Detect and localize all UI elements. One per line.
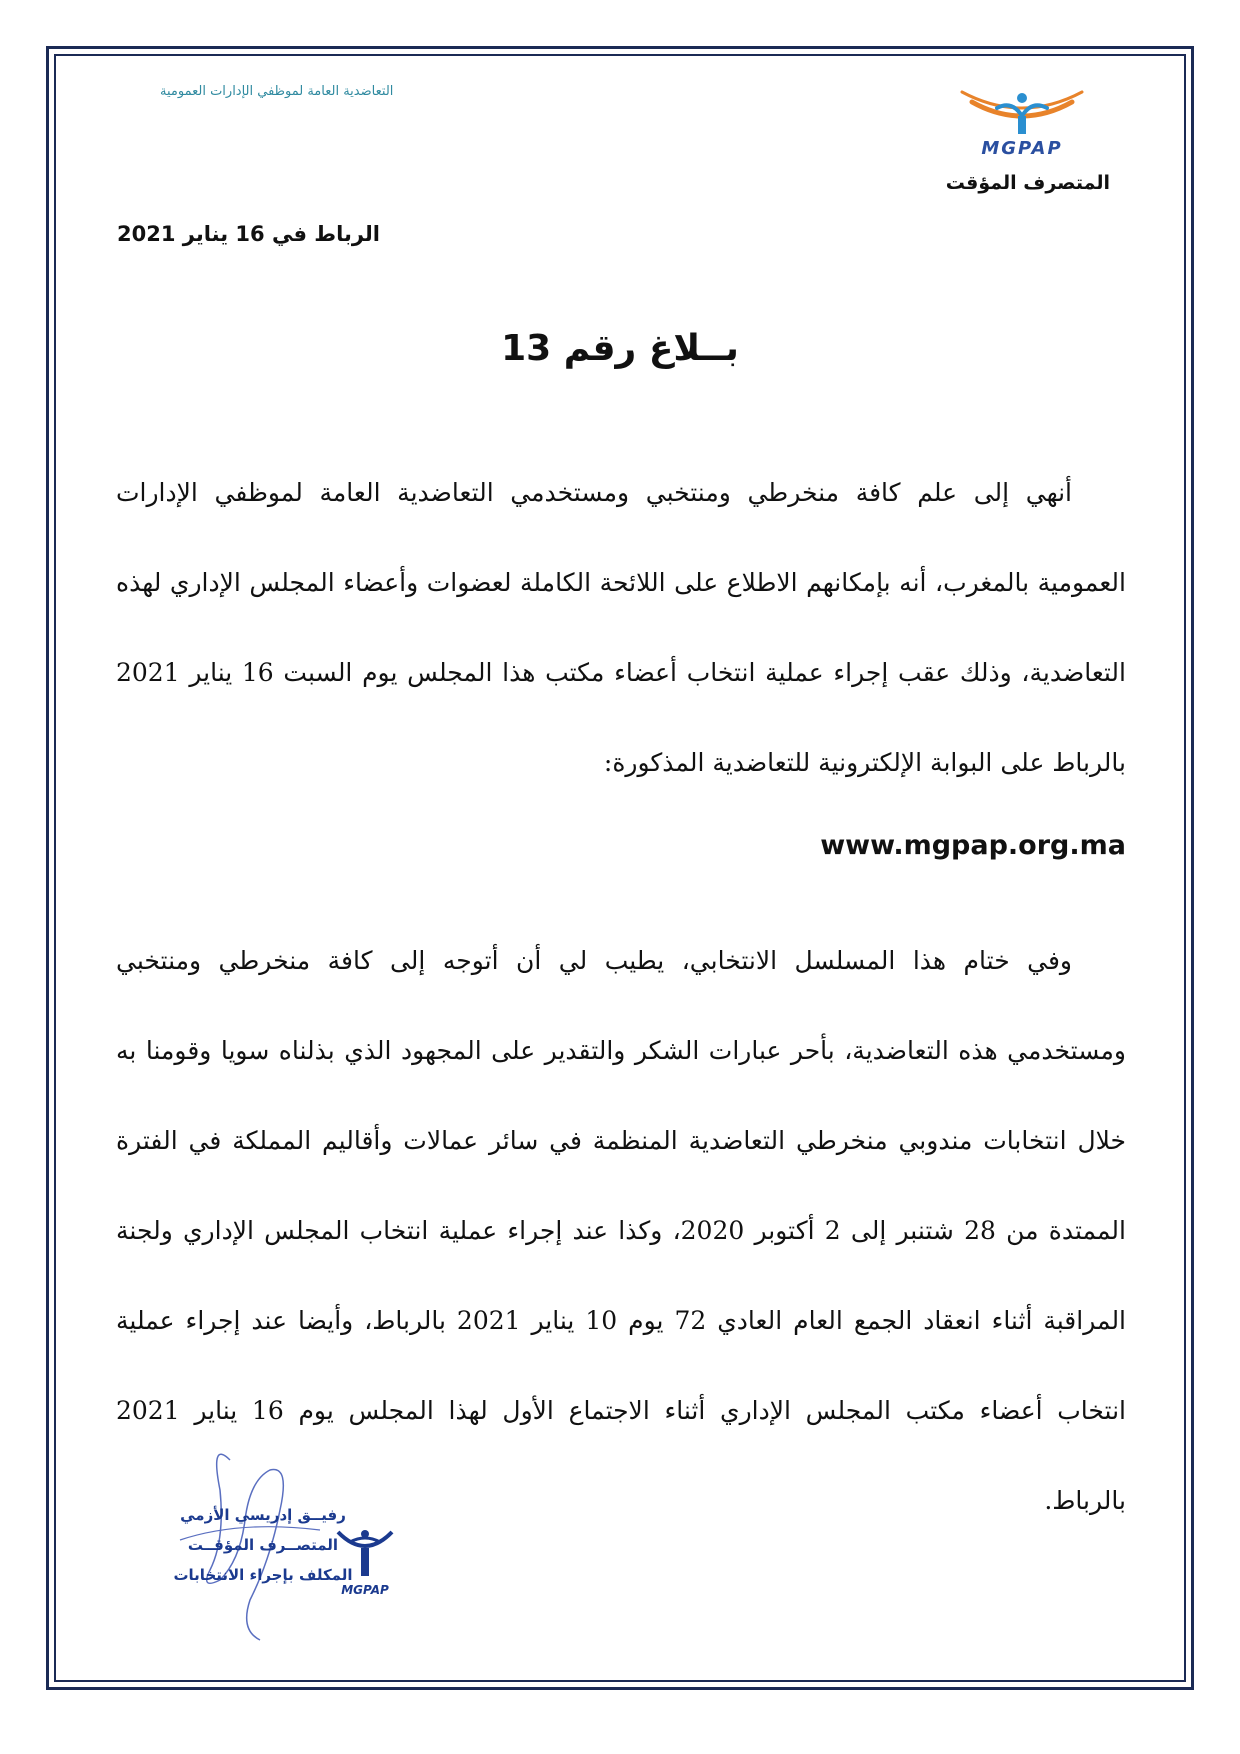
administrator-title: المتصرف المؤقت bbox=[945, 172, 1110, 194]
stamp-logo-icon bbox=[330, 1520, 400, 1600]
signatory-role: المتصــرف المؤقــت bbox=[187, 1536, 339, 1554]
communique-title: بــلاغ رقم 13 bbox=[501, 328, 739, 369]
stamp-logo-text: MGPAP bbox=[341, 1583, 389, 1597]
paragraph-announcement: أنهي إلى علم كافة منخرطي ومنتخبي ومستخدمي التعاضدية العامة لموظفي الإدارات العمومية بالمغرب، أنه بإمكانهم الاطلاع على اللائحة الكاملة لعضوات وأعضاء المجلس الإداري لهذه التعاضدية، وذلك عقب إجراء عملية انتخاب أعضاء مكتب هذا المجلس يوم السبت 16 يناير 2021 بالرباط على البوابة الإلكترونية للتعاضدية المذكورة: bbox=[116, 478, 1126, 777]
paragraph-thanks: وفي ختام هذا المسلسل الانتخابي، يطيب لي أن أتوجه إلى كافة منخرطي ومنتخبي ومستخدمي هذه التعاضدية، بأحر عبارات الشكر والتقدير على المجهود الذي بذلناه سويا وقومنا به خلال انتخابات مندوبي منخرطي التعاضدية المنظمة في سائر عمالات وأقاليم المملكة في الفترة الممتدة من 28 شتنبر إلى 2 أكتوبر 2020، وكذا عند إجراء عملية انتخاب المجلس الإداري ولجنة المراقبة أثناء انعقاد الجمع العام العادي 72 يوم 10 يناير 2021 بالرباط، وأيضا عند إجراء عملية انتخاب أعضاء مكتب المجلس الإداري أثناء الاجتماع الأول لهذا المجلس يوم 16 يناير 2021 بالرباط. bbox=[116, 946, 1127, 1515]
website-url: www.mgpap.org.ma bbox=[820, 830, 1126, 861]
mgpap-logo-text: MGPAP bbox=[981, 138, 1063, 159]
signatory-mandate: المكلف بإجراء الانتخابات bbox=[173, 1566, 353, 1584]
document-date: الرباط في 16 يناير 2021 bbox=[117, 222, 380, 246]
signatory-name: رفيــق إدريسي الأزمي bbox=[180, 1506, 346, 1524]
organization-name-header: التعاضدية العامة لموظفي الإدارات العمومية bbox=[160, 84, 394, 99]
